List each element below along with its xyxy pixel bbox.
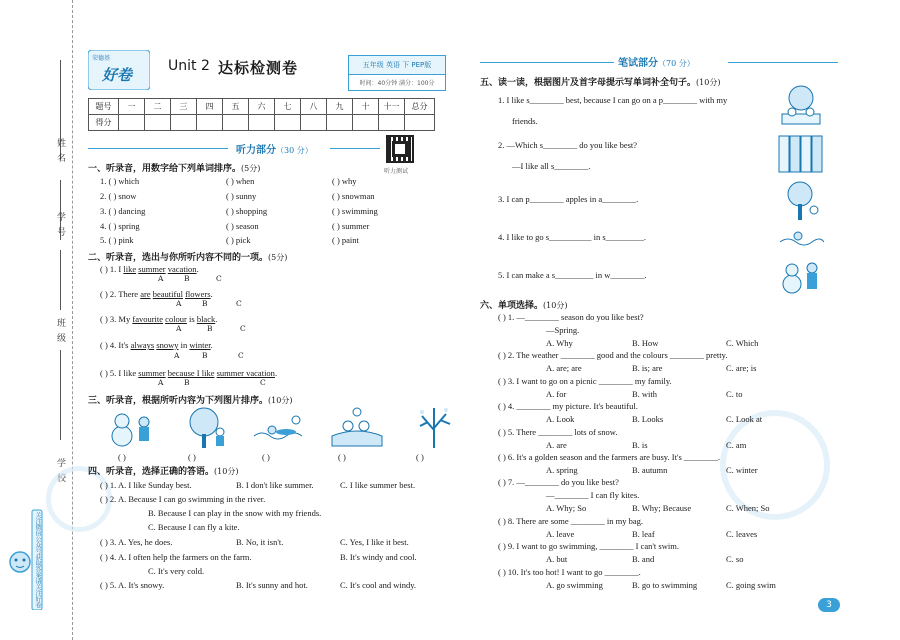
- option-text: B. No, it isn't.: [236, 537, 284, 547]
- question-stem: ( ) 10. It's too hot! I want to go ________.: [498, 567, 641, 577]
- option-c: C. Look at: [726, 414, 763, 424]
- question-stem: ( ) 7. —________ do you like best?: [498, 477, 619, 487]
- answer-blank[interactable]: ( ): [118, 452, 126, 462]
- snowman-picture: [104, 408, 164, 448]
- option-text: B. I don't like summer.: [236, 480, 314, 490]
- option-text: C. It's very cold.: [148, 566, 205, 576]
- score-cell[interactable]: [171, 115, 197, 131]
- meta-info-box: [348, 55, 446, 91]
- list-item: ( ) swimming: [332, 206, 378, 216]
- q2-item-3: ( ) 3. My favourite colour is black.: [100, 314, 218, 324]
- seasons-picture: [778, 134, 824, 174]
- score-table: [88, 98, 435, 131]
- score-cell[interactable]: [353, 115, 379, 131]
- q4-title: 四、听录音，选择正确的答语。(10分): [88, 467, 239, 477]
- test-title: 达标检测卷: [218, 59, 299, 77]
- option-a: A. Look: [546, 414, 575, 424]
- option-a: A. but: [546, 554, 568, 564]
- option-text: B. It's windy and cool.: [340, 552, 417, 562]
- option-c: C. winter: [726, 465, 758, 475]
- option-b: B. with: [632, 389, 658, 399]
- option-b: B. Why; Because: [632, 503, 692, 513]
- q5-item-2: 2. —Which s________ do you like best?: [498, 140, 638, 150]
- score-cell[interactable]: [327, 115, 353, 131]
- list-item: ( ) season: [226, 221, 259, 231]
- option-a: A. go swimming: [546, 580, 603, 590]
- q5-item-1-cont: friends.: [512, 116, 538, 126]
- swimming-picture: [778, 226, 824, 250]
- option-text: B. Because I can play in the snow with my friends.: [148, 508, 322, 518]
- option-text: C. Because I can fly a kite.: [148, 522, 240, 532]
- score-cell[interactable]: [301, 115, 327, 131]
- list-item: ( ) pick: [226, 235, 251, 245]
- option-b: B. and: [632, 554, 655, 564]
- list-item: ( ) snowman: [332, 191, 375, 201]
- question-stem: ( ) 9. I want to go swimming, ________ I can't swim.: [498, 541, 679, 551]
- answer-blank[interactable]: ( ): [262, 452, 270, 462]
- slogan-text: 关注微信公众号获取答案请关注好卷: [34, 512, 41, 608]
- question-stem: —________ I can fly kites.: [546, 490, 640, 500]
- list-item: ( ) paint: [332, 235, 359, 245]
- score-cell[interactable]: [197, 115, 223, 131]
- q2-item-2: ( ) 2. There are beautiful flowers.: [100, 289, 213, 299]
- picnic-picture: [778, 84, 824, 128]
- option-c: C. When; So: [726, 503, 770, 513]
- snowman-picture: [778, 256, 824, 296]
- q6-title: 六、单项选择。(10分): [480, 301, 568, 311]
- question-stem: ( ) 4. ________ my picture. It's beautiful.: [498, 401, 638, 411]
- option-a: A. leave: [546, 529, 575, 539]
- page-number: 3: [818, 598, 840, 612]
- score-cell[interactable]: [223, 115, 249, 131]
- list-item: 1. ( ) which: [100, 176, 140, 186]
- list-item: ( ) when: [226, 176, 255, 186]
- option-c: C. going swim: [726, 580, 776, 590]
- student-id-label: 学号: [55, 212, 65, 242]
- qr-label: 听力测试: [384, 168, 409, 175]
- swimming-picture: [252, 414, 308, 446]
- option-a: A. Why: [546, 338, 573, 348]
- score-cell[interactable]: [379, 115, 405, 131]
- time-score: 时间：40分钟 满分：100分: [349, 74, 445, 91]
- option-text: ( ) 1. A. I like Sunday best.: [100, 480, 192, 490]
- question-stem: —Spring.: [546, 325, 580, 335]
- divider: [330, 148, 380, 149]
- brand-logo-text: 好卷: [102, 66, 133, 84]
- list-item: ( ) why: [332, 176, 357, 186]
- score-cell[interactable]: [275, 115, 301, 131]
- option-c: C. leaves: [726, 529, 758, 539]
- q2-item-1: ( ) 1. I like summer vacation.: [100, 264, 199, 274]
- option-a: A. spring: [546, 465, 578, 475]
- tree-boy-picture: [182, 406, 232, 450]
- option-text: B. It's sunny and hot.: [236, 580, 308, 590]
- option-c: C. am: [726, 440, 747, 450]
- name-label: 姓名: [55, 138, 65, 168]
- option-b: B. go to swimming: [632, 580, 698, 590]
- option-b: B. leaf: [632, 529, 655, 539]
- divider: [88, 148, 228, 149]
- q2-item-4: ( ) 4. It's always snowy in winter.: [100, 340, 213, 350]
- answer-blank[interactable]: ( ): [416, 452, 424, 462]
- unit-title: Unit 2: [168, 58, 210, 74]
- list-item: ( ) shopping: [226, 206, 268, 216]
- class-label: 班级: [55, 318, 65, 348]
- divider: [480, 62, 614, 63]
- winter-tree-picture: [412, 404, 456, 450]
- option-text: ( ) 5. A. It's snowy.: [100, 580, 165, 590]
- q5-item-4: 4. I like to go s__________ in s_________.: [498, 232, 647, 242]
- option-a: A. are: [546, 440, 567, 450]
- question-stem: ( ) 2. The weather ________ good and the colours ________ pretty.: [498, 350, 728, 360]
- listening-banner: 听力部分（30 分）: [236, 145, 313, 156]
- q5-item-3: 3. I can p________ apples in a________.: [498, 194, 639, 204]
- option-text: ( ) 3. A. Yes, he does.: [100, 537, 173, 547]
- option-c: C. so: [726, 554, 744, 564]
- school-label: 学校: [55, 458, 65, 488]
- question-stem: ( ) 5. There ________ lots of snow.: [498, 427, 618, 437]
- q1-title: 一、听录音，用数字给下列单词排序。(5分): [88, 164, 261, 174]
- question-stem: ( ) 8. There are some ________ in my bag.: [498, 516, 644, 526]
- picnic-picture: [330, 406, 384, 448]
- option-b: B. Looks: [632, 414, 664, 424]
- score-cell[interactable]: [119, 115, 145, 131]
- option-text: C. Yes, I like it best.: [340, 537, 409, 547]
- question-stem: ( ) 6. It's a golden season and the farmers are busy. It's ________.: [498, 452, 721, 462]
- q5-item-1: 1. I like s________ best, because I can go on a p________ with my: [498, 95, 728, 105]
- divider: [60, 350, 61, 440]
- option-c: C. Which: [726, 338, 759, 348]
- q5-item-2-answer: —I like all s________.: [512, 161, 591, 171]
- option-b: B. is: [632, 440, 648, 450]
- answer-blank[interactable]: ( ): [188, 452, 196, 462]
- option-text: ( ) 2. A. Because I can go swimming in the river.: [100, 494, 266, 504]
- list-item: 2. ( ) snow: [100, 191, 137, 201]
- option-text: C. I like summer best.: [340, 480, 416, 490]
- cut-line: [72, 0, 73, 640]
- list-item: ( ) sunny: [226, 191, 257, 201]
- q2-item-5: ( ) 5. I like summer because I like summer vacation.: [100, 368, 278, 378]
- q5-title: 五、读一读，根据图片及首字母提示写单词补全句子。(10分): [480, 78, 721, 88]
- option-b: B. How: [632, 338, 659, 348]
- score-cell[interactable]: [405, 115, 435, 131]
- question-stem: ( ) 3. I want to go on a picnic ________ my family.: [498, 376, 672, 386]
- option-c: C. are; is: [726, 363, 757, 373]
- list-item: 3. ( ) dancing: [100, 206, 146, 216]
- answer-blank[interactable]: ( ): [338, 452, 346, 462]
- option-a: A. Why; So: [546, 503, 587, 513]
- option-a: A. for: [546, 389, 567, 399]
- list-item: 4. ( ) spring: [100, 221, 140, 231]
- option-a: A. are; are: [546, 363, 582, 373]
- q2-title: 二、听录音，选出与你所听内容不同的一项。(5分): [88, 253, 288, 263]
- qr-code[interactable]: [386, 135, 414, 163]
- score-cell[interactable]: [249, 115, 275, 131]
- writing-banner: 笔试部分（70 分）: [618, 58, 695, 69]
- option-text: C. It's cool and windy.: [340, 580, 417, 590]
- list-item: ( ) summer: [332, 221, 370, 231]
- score-cell[interactable]: [145, 115, 171, 131]
- question-stem: ( ) 1. —________ season do you like best?: [498, 312, 644, 322]
- table-row: 得分: [89, 115, 435, 131]
- option-c: C. to: [726, 389, 743, 399]
- q3-title: 三、听录音，根据所听内容为下列图片排序。(10分): [88, 396, 293, 406]
- q5-item-5: 5. I can make a s_________ in w________.: [498, 270, 647, 280]
- option-b: B. autumn: [632, 465, 668, 475]
- option-b: B. is; are: [632, 363, 663, 373]
- grade-subject: 五年级 英语 下 PEP版: [349, 56, 445, 74]
- list-item: 5. ( ) pink: [100, 235, 134, 245]
- table-row: 题号 一 二 三 四 五 六 七 八 九 十 十一 总分: [89, 99, 435, 115]
- option-text: ( ) 4. A. I often help the farmers on the farm.: [100, 552, 252, 562]
- divider: [60, 250, 61, 310]
- brand-logo: 荣德基 好卷: [88, 50, 150, 90]
- apple-picking-picture: [780, 180, 824, 222]
- divider: [728, 62, 838, 63]
